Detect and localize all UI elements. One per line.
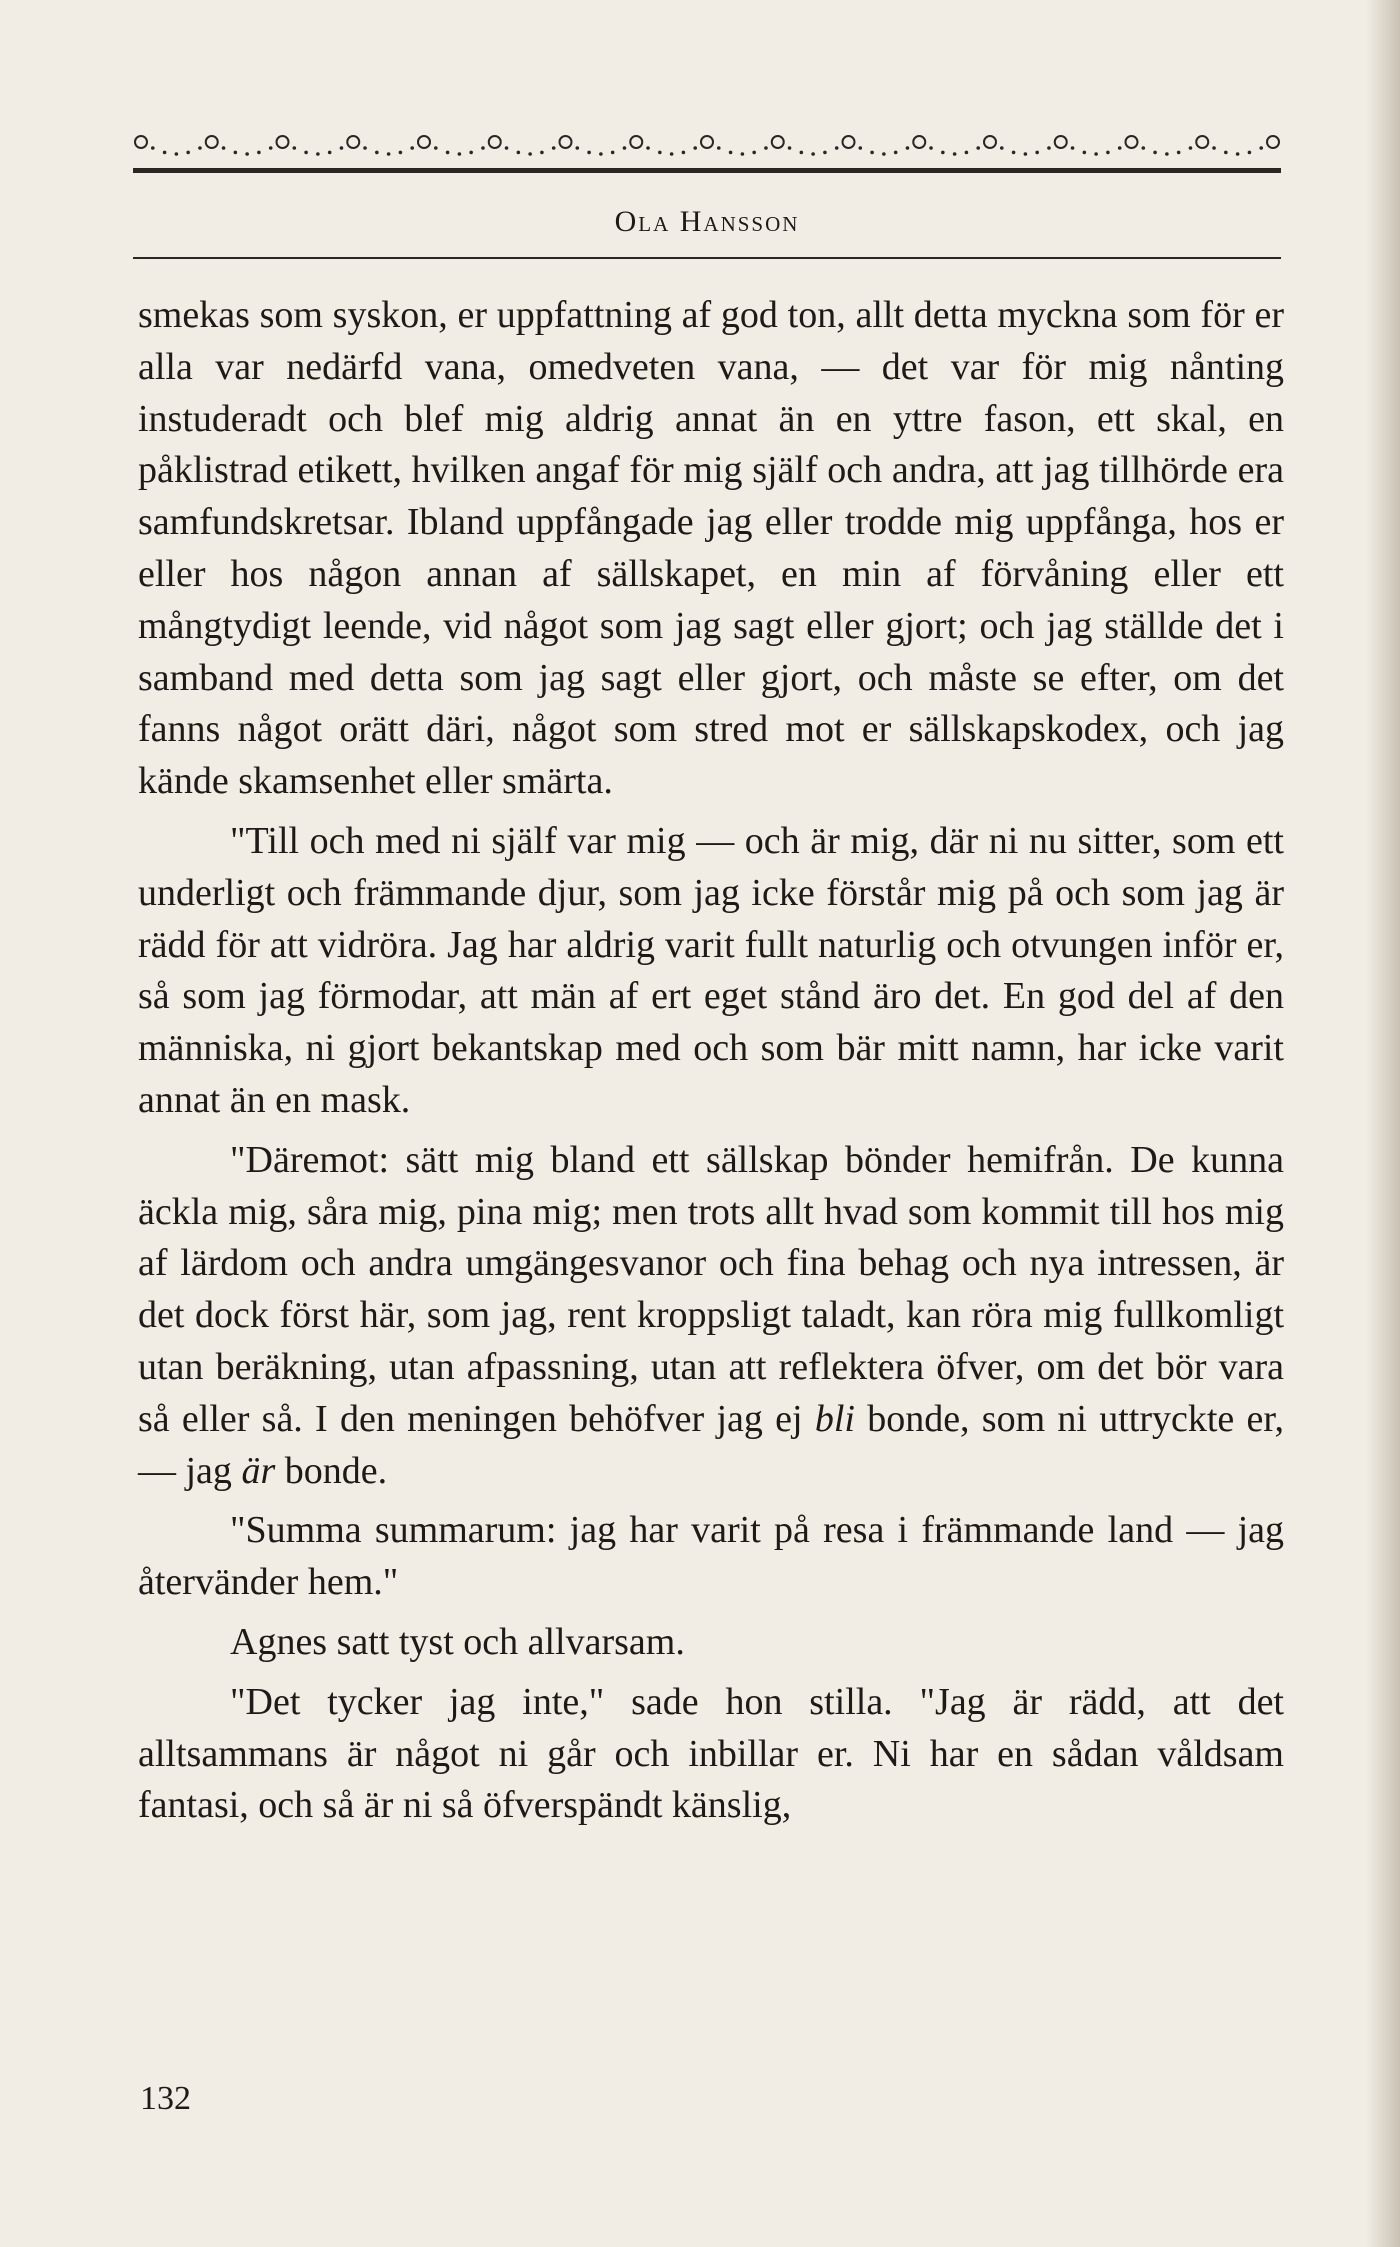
paragraph-text: bonde, som ni uttryckte er, — jag [138, 1397, 1285, 1492]
ornament-dot [1024, 152, 1028, 156]
emphasis: är [241, 1449, 276, 1492]
ornament-dot [623, 146, 627, 150]
ornament-dot [1212, 146, 1216, 150]
page-edge-shadow [1366, 0, 1400, 2247]
ornament-dot [693, 146, 697, 150]
ornament-dot [729, 151, 733, 155]
ornament-dot [682, 151, 686, 155]
ornament-ring [1267, 136, 1279, 148]
ornament-ring [913, 136, 925, 148]
paragraph-text: bonde. [284, 1449, 388, 1492]
ornament-dot [1248, 151, 1252, 155]
ornament-dot [788, 146, 792, 150]
ornament-dot [1153, 151, 1157, 155]
page-number: 132 [140, 2080, 191, 2117]
ornament-ring [347, 136, 359, 148]
ornament-dot [245, 152, 249, 156]
ornament-dot [410, 146, 414, 150]
ornament-dot [1106, 151, 1110, 155]
ornament-dot [1094, 152, 1098, 156]
ornament-dot [1012, 151, 1016, 155]
ornament-dot [505, 146, 509, 150]
ornament-dot [752, 151, 756, 155]
ornament-dot [304, 151, 308, 155]
ornament-dot [469, 151, 473, 155]
ornament-dot [222, 146, 226, 150]
ornament-dot [399, 151, 403, 155]
ornament-dot [1259, 146, 1263, 150]
ornament-ring [277, 136, 289, 148]
paragraph [138, 1135, 1284, 1498]
ornament-ring [135, 136, 147, 148]
ornament-dot [599, 152, 603, 156]
ornament-ring [560, 136, 572, 148]
ornament-dot [1035, 151, 1039, 155]
ornament-dot [575, 146, 579, 150]
ornament-ring [772, 136, 784, 148]
ornament-ring [489, 136, 501, 148]
ornament-dot [894, 151, 898, 155]
ornament-dot [870, 151, 874, 155]
ornament-dot [929, 146, 933, 150]
ornament-dot [1165, 152, 1169, 156]
ornamental-header-border [133, 128, 1281, 186]
ornament-dot [800, 151, 804, 155]
ornament-dot [540, 151, 544, 155]
ornament-dot [387, 152, 391, 156]
ornament-dot [1000, 146, 1004, 150]
ornament-dot [163, 151, 167, 155]
ornament-dot [517, 151, 521, 155]
ornament-dot [375, 151, 379, 155]
ornament-dot [328, 151, 332, 155]
ornament-dot [858, 146, 862, 150]
ornament-dot [1047, 146, 1051, 150]
ornament-dot [198, 146, 202, 150]
ornament-dot [1236, 152, 1240, 156]
ornament-dot [906, 146, 910, 150]
ornament-dot [292, 146, 296, 150]
ornament-dot [257, 151, 261, 155]
ornament-dot [1224, 151, 1228, 155]
ornament-dot [1118, 146, 1122, 150]
ornament-dot [941, 151, 945, 155]
ornament-dot [151, 146, 155, 150]
ornament-dot [811, 152, 815, 156]
ornament-dot [646, 146, 650, 150]
ornament-dot [976, 146, 980, 150]
ornament-dot [965, 151, 969, 155]
ornament-dot [528, 152, 532, 156]
ornament-dot [175, 152, 179, 156]
ornament-ring [1196, 136, 1208, 148]
ornament-dot [1189, 146, 1193, 150]
ornament-ring [206, 136, 218, 148]
body-text [138, 290, 1284, 1840]
ornament-dot [1083, 151, 1087, 155]
ornament-dot [234, 151, 238, 155]
paragraph: "Till och med ni själf var mig — och är mig, där ni nu sitter, som ett underligt och främmande djur, som jag icke förstår mig på och som jag är rädd för att vidröra. Jag har aldrig varit fullt naturlig och otvungen inför er, så som jag förmodar, att män af ert eget stånd äro det. En god del af den människa, ni gjort bekantskap med och som bär mitt namn, har icke varit annat än en mask. [138, 819, 1284, 1121]
ornament-dot [269, 146, 273, 150]
paragraph: "Summa summarum: jag har varit på resa i främmande land — jag återvänder hem." [138, 1509, 1284, 1604]
ornament-dot [1141, 146, 1145, 150]
ornament-dot [658, 151, 662, 155]
ornament-dot [670, 152, 674, 156]
running-head: Ola Hansson [614, 205, 800, 238]
ornament-ring [843, 136, 855, 148]
ornament-dot [882, 152, 886, 156]
ornament-dot [316, 152, 320, 156]
paragraph: "Det tycker jag inte," sade hon stilla. "Jag är rädd, att det alltsammans är något ni går och inbillar er. Ni har en sådan våldsam fantasi, och så är ni så öfverspändt känslig, [138, 1680, 1284, 1827]
ornament-ring [984, 136, 996, 148]
paragraph-text: "Däremot: sätt mig bland ett sällskap bönder hemifrån. De kunna äckla mig, såra mig, pina mig; men trots allt hvad som kommit till hos mig af lärdom och andra umgängesvanor och fina behag och nya intressen, är det dock först här, som jag, rent kroppsligt taladt, kan röra mig fullkomligt utan beräkning, utan afpassning, utan att reflektera öfver, om det bör vara så eller så. I den meningen behöfver jag ej [138, 1138, 1284, 1440]
ornament-ring [1055, 136, 1067, 148]
ornament-ring [418, 136, 430, 148]
ornament-dot [434, 146, 438, 150]
ornament-dot [363, 146, 367, 150]
header-rule [133, 257, 1281, 259]
ornament-dot [587, 151, 591, 155]
ornament-dot [1177, 151, 1181, 155]
ornament-dot [552, 146, 556, 150]
paragraph: smekas som syskon, er uppfattning af god ton, allt detta myckna som för er alla var nedärfd vana, omedveten vana, — det var för mig nånting instuderadt och blef mig aldrig annat än en yttre fason, ett skal, en påklistrad etikett, hvilken angaf för mig själf och andra, att jag tillhörde era samfundskretsar. Ibland uppfångade jag eller trodde mig uppfånga, hos er eller hos någon annan af sällskapet, en min af förvåning eller ett mångtydigt leende, vid något som jag sagt eller gjort; och jag ställde det i samband med detta som jag sagt eller gjort, och måste se efter, om det fanns något orätt däri, något som stred mot er sällskapskodex, och jag kände skamsenhet eller smärta. [138, 294, 1284, 803]
paragraph: Agnes satt tyst och allvarsam. [230, 1620, 685, 1663]
ornament-dot [835, 146, 839, 150]
ornament-dot [611, 151, 615, 155]
ornament-dot [481, 146, 485, 150]
ornament-dot [186, 151, 190, 155]
ornament-dot [340, 146, 344, 150]
ornament-dot [741, 152, 745, 156]
ornament-dot [953, 152, 957, 156]
emphasis: bli [814, 1397, 855, 1440]
ornament-ring [630, 136, 642, 148]
ornament-ring [701, 136, 713, 148]
ornament-dot [446, 151, 450, 155]
ornament-dot [1071, 146, 1075, 150]
ornament-dot [823, 151, 827, 155]
ornament-dot [764, 146, 768, 150]
ornament-ring [1126, 136, 1138, 148]
ornament-dot [717, 146, 721, 150]
ornament-dot [458, 152, 462, 156]
